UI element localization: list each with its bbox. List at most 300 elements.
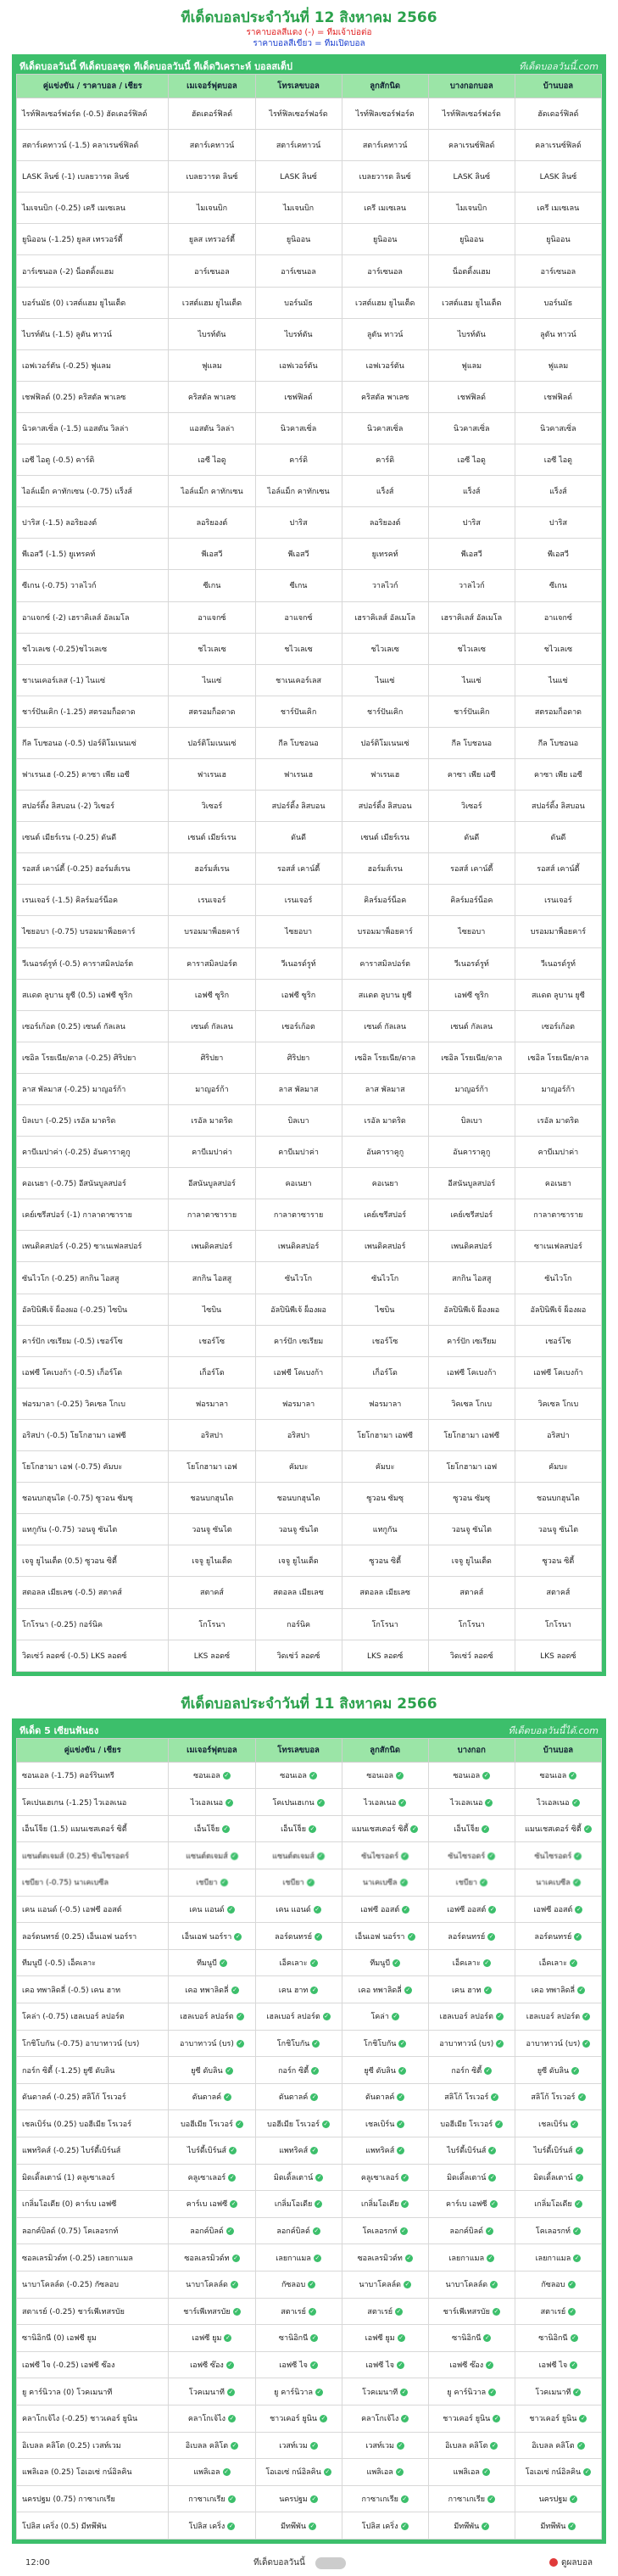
check-icon: ✓	[491, 2281, 497, 2288]
pick-cell	[428, 1294, 515, 1325]
pick-cell	[515, 1325, 601, 1356]
pick-cell	[255, 507, 342, 539]
check-icon: ✓	[228, 2522, 234, 2529]
cell-text: เรอัล มาดริด	[191, 1117, 233, 1126]
pick-cell	[515, 1451, 601, 1483]
check-icon: ✓	[231, 2281, 237, 2288]
cell-text: ไนแซ่	[548, 676, 568, 685]
cell-text: เซนต์ เมียร์เรน	[187, 834, 237, 843]
pick-cell	[515, 98, 601, 130]
column-header: เมเจอร์ฟุตบอล	[169, 1738, 255, 1762]
pick-cell	[255, 1842, 342, 1869]
pick-cell	[255, 1451, 342, 1483]
cell-text: บิลเบา	[287, 1117, 309, 1126]
match-cell	[17, 444, 169, 476]
pick-cell	[169, 2217, 255, 2244]
check-icon: ✓	[402, 2415, 408, 2422]
check-icon: ✓	[488, 1932, 494, 1940]
table-row	[17, 2191, 602, 2218]
pick-cell	[342, 2325, 428, 2352]
pick-cell	[169, 1608, 255, 1640]
check-icon: ✓	[403, 1905, 409, 1913]
match-cell	[17, 2378, 169, 2406]
pick-cell	[169, 2030, 255, 2057]
cell-text: ไรท์ฟิลเซอร์ฟอร์ด	[442, 110, 501, 120]
cell-text: ฟอรมาลา	[281, 1400, 315, 1409]
check-icon: ✓	[485, 1986, 491, 1993]
cell-text: ไนแซ่	[202, 676, 222, 685]
match-cell	[17, 791, 169, 822]
cell-text: บรอมมาพ็อยคาร์	[184, 928, 240, 937]
cell-text: วิดเซ่ว์ ลอดซ์ (-0.5) LKS ลอดซ์	[22, 1651, 127, 1661]
match-cell	[17, 2512, 169, 2540]
check-icon: ✓	[311, 2495, 317, 2503]
toggle-pill[interactable]	[315, 2557, 346, 2569]
cell-text: มิดเดิ้ลเตาน์ (1) คลูเซาเลอร์	[22, 2173, 115, 2182]
pick-cell	[428, 130, 515, 161]
cell-text: วอนจู ซันไต	[192, 1526, 232, 1535]
pick-cell	[342, 1815, 428, 1842]
pick-cell	[169, 287, 255, 318]
cell-text: บอร์นมัธ	[543, 299, 573, 308]
cell-text: แทกูกัน (-0.75) วอนจู ซันไต	[22, 1526, 118, 1535]
pick-cell	[428, 1949, 515, 1976]
pick-cell	[515, 1577, 601, 1608]
check-icon: ✓	[309, 2307, 315, 2315]
cell-text: ชาวเคอร์ ยูนิน	[270, 2415, 318, 2424]
pick-cell	[169, 98, 255, 130]
cell-text: อาบาทาวน์ (บร)	[439, 2039, 494, 2048]
check-icon: ✓	[225, 2093, 231, 2101]
cell-text: ยูนิออน	[459, 236, 484, 245]
page-title-2: ทีเด็ดบอลประจำวันที่ 11 สิงหาคม 2566	[181, 1695, 437, 1713]
cell-text: ซอลเลรมิวด์ท	[357, 2254, 403, 2263]
cell-text: เคน ฮาท	[278, 1986, 309, 1995]
pick-cell	[342, 2057, 428, 2084]
pick-cell	[169, 822, 255, 853]
check-icon: ✓	[578, 2441, 584, 2449]
cell-text: เอฟซี ซูริก	[454, 991, 489, 1000]
check-icon: ✓	[232, 1986, 237, 1993]
legend-blue-text: ราคาบอลสีเขียว = ทีมเปิดบอล	[253, 39, 365, 48]
pick-cell	[428, 287, 515, 318]
pick-cell	[428, 2271, 515, 2298]
cell-text: โอเอเซ่ กน์อิลคิน	[525, 2468, 582, 2478]
table-row	[17, 2110, 602, 2137]
pick-cell	[169, 1388, 255, 1419]
pick-cell	[255, 1789, 342, 1816]
table-row	[17, 318, 602, 349]
brand-link-1[interactable]: ทีเด็ดบอลวันนี้.com	[519, 61, 599, 72]
cell-text: สตาร์เคทาวน์	[276, 142, 321, 151]
pick-cell	[428, 1419, 515, 1450]
pick-cell	[169, 1762, 255, 1789]
pick-cell	[428, 1483, 515, 1514]
match-cell	[17, 1137, 169, 1168]
cell-text: ซอนเอล	[280, 1771, 307, 1780]
cell-text: นาเคเบซีล	[362, 1879, 398, 1888]
cell-text: อิเบลล คลิโต	[185, 2441, 229, 2450]
match-cell	[17, 758, 169, 790]
match-cell	[17, 727, 169, 758]
pick-cell	[342, 1896, 428, 1923]
header-section-1	[0, 0, 618, 49]
table-row	[17, 381, 602, 412]
pick-cell	[515, 1231, 601, 1262]
cell-text: อัลปินิพีเจ้ ผ็องผอ	[530, 1305, 587, 1315]
check-icon: ✓	[398, 2147, 404, 2154]
check-icon: ✓	[571, 2120, 577, 2127]
cell-text: เอฟซี โคเบงก้า	[273, 1368, 324, 1377]
cell-text: คลาโกเจ้ไง	[361, 2415, 399, 2424]
pick-cell	[515, 130, 601, 161]
check-icon: ✓	[488, 1852, 494, 1859]
cell-text: โวคเมนาที	[535, 2388, 571, 2397]
cell-text: โวคเมนาที	[362, 2388, 398, 2397]
cell-text: ยูนิออน	[546, 236, 571, 245]
cell-text: คริสตัล พาเลซ	[187, 393, 237, 402]
cell-text: สตาร์เคทาวน์ (-1.5) คลาเรนซ์ฟิลด์	[22, 142, 139, 151]
cell-text: เฮลเบอร์ ลปอร์ต	[526, 2013, 581, 2022]
match-cell	[17, 2459, 169, 2486]
match-cell	[17, 2083, 169, 2110]
cell-text: ลอร์ดนทรย์ (0.25) เอ็นเอฟ นอร์รา	[22, 1932, 137, 1942]
check-icon: ✓	[310, 1771, 316, 1779]
cell-text: เคย์เซรีสปอร์ (-1) กาลาตาซาราย	[22, 1211, 132, 1221]
pick-cell	[342, 287, 428, 318]
cell-text: เอ็นโจ็ย	[454, 1825, 480, 1835]
table-row	[17, 444, 602, 476]
pick-cell	[515, 1640, 601, 1671]
cell-text: เวสต์แฮม ยูไนเต็ด	[442, 299, 502, 308]
cell-text: นิวคาสเซิ่ล (-1.5) แอสตัน วิลล่า	[22, 424, 129, 433]
pick-cell	[255, 1923, 342, 1950]
cell-text: แอสตัน วิลล่า	[189, 424, 235, 433]
table-row	[17, 2003, 602, 2031]
pick-cell	[428, 2298, 515, 2325]
table-row	[17, 1896, 602, 1923]
cell-text: ปาริส	[462, 519, 481, 528]
pick-cell	[515, 318, 601, 349]
cell-text: คาซา เพีย เอซี	[447, 771, 496, 780]
cell-text: สปอร์ติ้ง ลิสบอน	[358, 802, 412, 812]
check-icon: ✓	[406, 2254, 412, 2261]
table-row	[17, 130, 602, 161]
cell-text: ลาส พัลมาส	[365, 1085, 405, 1094]
footer-right[interactable]	[549, 2556, 593, 2569]
cell-text: ยูซี ดับลิน	[537, 2066, 570, 2076]
check-icon: ✓	[490, 2173, 495, 2181]
cell-text: คลาเรนซ์ฟิลด์	[535, 142, 582, 151]
pick-cell	[342, 476, 428, 507]
column-header: ลูกสักนิด	[342, 1738, 428, 1762]
match-cell	[17, 822, 169, 853]
cell-text: สตาเรย์	[540, 2307, 566, 2316]
check-icon: ✓	[233, 2254, 238, 2261]
cell-text: อาร์เซนอล	[194, 267, 230, 277]
cell-text: ชาวเคอร์ ยูนิน	[443, 2415, 491, 2424]
check-icon: ✓	[493, 2307, 499, 2315]
pick-cell	[515, 1842, 601, 1869]
cell-text: เจจู ยูไนเต็ด	[192, 1557, 232, 1567]
pick-cell	[255, 1356, 342, 1388]
check-icon: ✓	[403, 2173, 408, 2181]
cell-text: วีเนอรด์รูท์	[281, 959, 316, 969]
pick-cell	[428, 507, 515, 539]
check-icon: ✓	[482, 2522, 488, 2529]
cell-text: สลิโก้ โรเวอร์	[444, 2093, 489, 2103]
match-cell	[17, 1199, 169, 1231]
cell-text: แพทริคส์	[279, 2147, 309, 2156]
check-icon: ✓	[223, 1825, 229, 1833]
tips-table-1	[16, 74, 602, 1672]
pick-cell	[342, 727, 428, 758]
table-row	[17, 412, 602, 444]
pick-cell	[255, 758, 342, 790]
pick-cell	[515, 444, 601, 476]
match-cell	[17, 98, 169, 130]
cell-text: เซอิล โรยเนีย/ดาล	[354, 1053, 416, 1063]
table-row	[17, 507, 602, 539]
table-row	[17, 1815, 602, 1842]
cell-text: บอฮีเมีย โรเวอร์	[181, 2120, 233, 2129]
check-icon: ✓	[493, 2415, 499, 2422]
cell-text: ชอนบกฮุนได	[536, 1495, 580, 1504]
pick-cell	[515, 2003, 601, 2031]
pick-cell	[515, 1137, 601, 1168]
check-icon: ✓	[396, 2307, 402, 2315]
pick-cell	[255, 476, 342, 507]
check-icon: ✓	[571, 2334, 577, 2342]
cell-text: ชาร์เพีเทสรบัย	[183, 2307, 231, 2316]
table-row	[17, 1483, 602, 1514]
cell-text: เรนเจอร์	[198, 897, 226, 906]
check-icon: ✓	[574, 1879, 580, 1886]
cell-text: เอฟซี ซ๊อง	[190, 2361, 224, 2371]
cell-text: แมนเชสเตอร์ ซิตี้	[351, 1825, 409, 1835]
cell-text: คาร์ปัก เซเรียม	[447, 1337, 497, 1346]
cell-text: คัมบะ	[548, 1463, 568, 1472]
check-icon: ✓	[318, 1852, 324, 1859]
cell-text: ไซยอบา	[285, 928, 313, 937]
check-icon: ✓	[585, 1825, 591, 1833]
pick-cell	[342, 2003, 428, 2031]
cell-text: คาราสมิลปอร์ต	[359, 959, 411, 969]
pick-cell	[169, 1073, 255, 1104]
cell-text: ไวเอลเนอ	[364, 1798, 397, 1808]
check-icon: ✓	[309, 2522, 315, 2529]
cell-text: คาราสมิลปอร์ต	[187, 959, 237, 969]
check-icon: ✓	[491, 2200, 496, 2208]
cell-text: เกลิ่มโอเดีย (0) คาร์เบ เอฟซี	[22, 2200, 117, 2210]
check-icon: ✓	[576, 1905, 582, 1913]
pick-cell	[169, 1325, 255, 1356]
pick-cell	[169, 979, 255, 1010]
cell-text: เอฟซี ยูม	[365, 2334, 395, 2344]
cell-text: เชลเบิร์น (0.25) บอฮีเมีย โรเวอร์	[22, 2120, 132, 2129]
cell-text: ชาร์ปันเคิก	[280, 707, 317, 717]
cell-text: LASK ลินซ์	[453, 173, 491, 182]
cell-text: สเเดต ลูบาน ยูซี	[358, 991, 412, 1000]
cell-text: วิเซอร์	[201, 802, 223, 812]
cell-text: ฮอร์มส์เรน	[194, 865, 230, 874]
cell-text: ฟูแลม	[461, 361, 482, 371]
match-cell	[17, 2057, 169, 2084]
pick-cell	[342, 1137, 428, 1168]
cell-text: แพลิเอล (0.25) โอเอเซ่ กน์อิลคิน	[22, 2468, 132, 2478]
pick-cell	[342, 2351, 428, 2378]
check-icon: ✓	[583, 2039, 589, 2047]
cell-text: มิดเดิ้ลเตาน์	[273, 2173, 314, 2182]
cell-text: ชอนบกฮุนได	[190, 1495, 234, 1504]
cell-text: เคน ฮาท	[451, 1986, 482, 1995]
cell-text: เอฟซี ออสต์	[447, 1905, 487, 1914]
cell-text: เฮลเบอร์ ลปอร์ต	[439, 2013, 493, 2022]
cell-text: แซนต์ตเจมส์	[186, 1852, 228, 1861]
cell-text: อัลปินิพีเจ้ ผ็องผอ	[443, 1305, 500, 1315]
pick-cell	[169, 570, 255, 601]
pick-cell	[255, 696, 342, 727]
cell-text: ซูวอน ซิตี้	[542, 1557, 575, 1567]
cell-text: มาญอร์ก้า	[195, 1085, 229, 1094]
pick-cell	[342, 1042, 428, 1073]
pick-cell	[515, 1545, 601, 1577]
cell-text: ฮัดเดอร์ฟิลด์	[537, 110, 579, 120]
pick-cell	[255, 1231, 342, 1262]
pick-cell	[169, 633, 255, 664]
pick-cell	[342, 1869, 428, 1897]
pick-cell	[515, 1294, 601, 1325]
cell-text: ดันดาลค์	[278, 2093, 309, 2103]
cell-text: เคอ ทพาลิดลี่	[358, 1986, 402, 1995]
pick-cell	[255, 2110, 342, 2137]
pick-cell	[169, 1451, 255, 1483]
match-cell	[17, 570, 169, 601]
pick-cell	[428, 885, 515, 916]
brand-link-2[interactable]: ทีเด็ดบอลวันนี้ได้.com	[508, 1724, 599, 1736]
cell-text: สตาคส์	[546, 1589, 571, 1598]
live-dot-icon	[549, 2558, 558, 2567]
pick-cell	[169, 1789, 255, 1816]
table-row	[17, 1199, 602, 1231]
check-icon: ✓	[228, 2388, 234, 2395]
panel-heading-2: ทีเด็ด 5 เซียนฟันธง	[19, 1724, 99, 1736]
pick-cell	[255, 2003, 342, 2031]
cell-text: บิลเบา	[460, 1117, 482, 1126]
pick-cell	[169, 412, 255, 444]
panel-header-1	[16, 59, 602, 74]
cell-text: เซอิล โรยเนีย/ดาล (-0.25) ศิริปยา	[22, 1053, 136, 1063]
table-row	[17, 1789, 602, 1816]
cell-text: เคน แอนด์	[189, 1905, 225, 1914]
pick-cell	[515, 2030, 601, 2057]
tips-table-2	[16, 1738, 602, 2540]
cell-text: อริสปา	[287, 1431, 310, 1440]
pick-cell	[428, 224, 515, 255]
cell-text: ซอนเอล	[453, 1771, 481, 1780]
cell-text: โอเอเซ่ กน์อิลคิน	[265, 2468, 321, 2478]
cell-text: ไซยอบา (-0.75) บรอมมาพ็อยคาร์	[22, 928, 136, 937]
cell-text: ไรท์ฟิลเซอร์ฟอร์ด (-0.5) ฮัดเดอร์ฟิลด์	[22, 110, 148, 120]
table-row	[17, 2217, 602, 2244]
pick-cell	[515, 349, 601, 381]
pick-cell	[255, 885, 342, 916]
cell-text: วิดเซ่ว์ ลอดซ์	[449, 1651, 493, 1661]
table-row	[17, 2057, 602, 2084]
table-row	[17, 791, 602, 822]
match-cell	[17, 2244, 169, 2271]
table-row	[17, 1419, 602, 1450]
cell-text: วีเนอรด์รูท์	[540, 959, 576, 969]
cell-text: โยโกฮามา เอฟซี	[357, 1431, 414, 1440]
check-icon: ✓	[576, 2147, 582, 2154]
cell-text: อาร์เซนอล (-2) น็อตติ้งแฮม	[22, 267, 114, 277]
cell-text: เฮราคิเลส์ อัลเมโล	[354, 613, 416, 623]
cell-text: ไบรท์ตัน	[284, 330, 313, 339]
check-icon: ✓	[230, 2147, 236, 2154]
header-section-2	[0, 1695, 618, 1713]
pick-cell	[255, 224, 342, 255]
pick-cell	[515, 412, 601, 444]
match-cell	[17, 2191, 169, 2218]
cell-text: LASK ลินซ์	[280, 173, 317, 182]
cell-text: ลอกค์บิลด์	[276, 2227, 310, 2237]
pick-cell	[255, 381, 342, 412]
pick-cell	[169, 349, 255, 381]
cell-text: คาบีเมปาค่า (-0.25) อันคาราคูกู	[22, 1148, 131, 1158]
cell-text: เชฟฟิลด์	[457, 393, 486, 402]
cell-text: เอฟซี ซูริก	[194, 991, 230, 1000]
check-icon: ✓	[402, 2495, 408, 2503]
pick-cell	[428, 539, 515, 570]
cell-text: ดันดาลค์	[365, 2093, 395, 2103]
pick-cell	[342, 1483, 428, 1514]
pick-cell	[255, 979, 342, 1010]
check-icon: ✓	[311, 2361, 317, 2369]
cell-text: ไวเอลเนอ	[537, 1798, 570, 1808]
match-cell	[17, 2351, 169, 2378]
pick-cell	[428, 1789, 515, 1816]
cell-text: สตาร์เคทาวน์	[189, 142, 235, 151]
pick-cell	[428, 2057, 515, 2084]
table-row	[17, 633, 602, 664]
cell-text: สตรอมก็อดาด	[534, 707, 582, 717]
cell-text: นาบาโคลล์ด	[186, 2281, 228, 2290]
cell-text: เคย์เซรีสปอร์	[450, 1211, 493, 1221]
cell-text: ไอล์แม็ก คาทักเซน	[267, 488, 330, 497]
cell-text: ไรท์ฟิลเซอร์ฟอร์ด	[269, 110, 328, 120]
pick-cell	[255, 1815, 342, 1842]
cell-text: เอ็นโจ็ย	[281, 1825, 307, 1835]
pick-cell	[255, 1419, 342, 1450]
check-icon: ✓	[325, 2468, 331, 2476]
footer-time: 12:00	[25, 2558, 50, 2568]
match-cell	[17, 2003, 169, 2031]
table-row	[17, 1073, 602, 1104]
pick-cell	[169, 1419, 255, 1450]
pick-cell	[255, 1896, 342, 1923]
check-icon: ✓	[314, 2227, 320, 2235]
match-cell	[17, 1923, 169, 1950]
cell-text: ซอนเอล	[539, 1771, 567, 1780]
pick-cell	[515, 633, 601, 664]
cell-text: ยูนิออน (-1.25) ยูลส เทรวอร์ตี้	[22, 236, 123, 245]
pick-cell	[169, 318, 255, 349]
cell-text: เวสต์แฮม ยูไนเต็ด	[181, 299, 242, 308]
pick-cell	[515, 1608, 601, 1640]
cell-text: คลาเรนซ์ฟิลด์	[448, 142, 495, 151]
check-icon: ✓	[576, 2200, 582, 2208]
